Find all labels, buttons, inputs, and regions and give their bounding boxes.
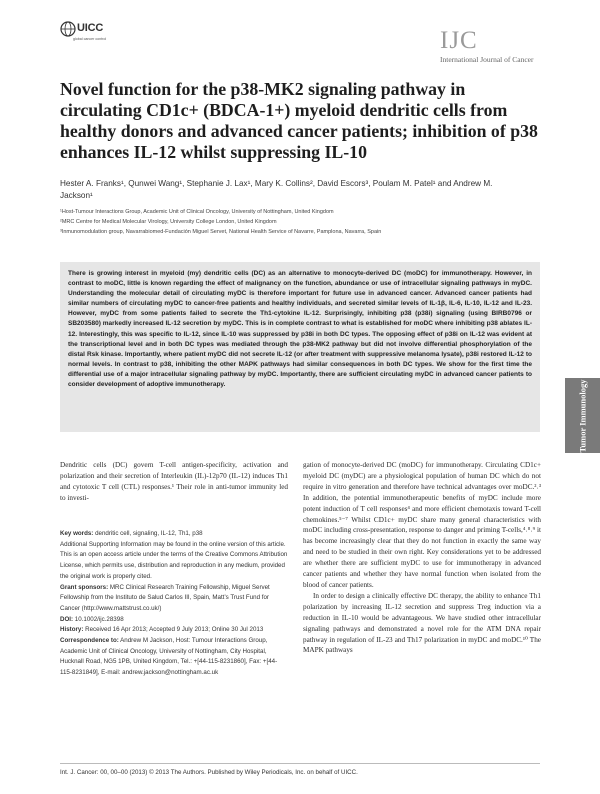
history xyxy=(60,625,288,636)
affiliations xyxy=(60,207,550,237)
keywords-label: Key words: xyxy=(60,530,94,537)
journal-name: International Journal of Cancer xyxy=(440,55,534,64)
keywords-value: dendritic cell, signaling, IL-12, Th1, p38 xyxy=(93,530,203,537)
grant-sponsors xyxy=(60,583,288,615)
correspondence xyxy=(60,636,288,679)
uicc-logo xyxy=(60,21,106,49)
abstract-box xyxy=(60,262,540,432)
section-tab-label-wrap xyxy=(565,378,600,453)
keywords xyxy=(60,529,288,540)
correspondence-value: Andrew M Jackson, Host: Tumour Interactions Group, Academic Unit of Clinical Oncology, University of Nottingham, City Hospital, Hucknall Road, NG5 1PB, United Kingdom, Tel.: +[44-115-8231860], Fax: +[44-115-8231849], E-mail: andrew.jackson@nottingham.ac.uk xyxy=(60,637,278,677)
body-column-left xyxy=(60,460,288,504)
doi-value: 10.1002/ijc.28398 xyxy=(73,615,124,623)
article-metadata xyxy=(60,529,288,679)
logo-text: UICC xyxy=(77,22,104,34)
journal-abbreviation: IJC xyxy=(440,27,478,54)
history-value: Received 16 Apr 2013; Accepted 9 July 2013; Online 30 Jul 2013 xyxy=(83,626,264,634)
doi xyxy=(60,615,288,626)
page-footer: Int. J. Cancer: 00, 00–00 (2013) © 2013 The Authors. Published by Wiley Periodicals, Inc. on behalf of UICC. xyxy=(60,769,358,776)
grant-label: Grant sponsors: xyxy=(60,583,109,591)
body-paragraph-1: gation of monocyte-derived DC (moDC) for immunotherapy. Circulating CD1c+ myeloid DC (myDC) are a physiological population of human DC which do not require in vitro generation and therefore have technical advantages over moDC.²˒³ In addition, the potential immunotherapeutic benefits of myDC include more potent induction of T cell responses⁴ and more efficient chemotaxis toward T-cell chemokines.⁵⁻⁷ Whilst CD1c+ myDC share many general characteristics with moDC including cross-presentation, response to danger and priming T-cells,⁴˒⁸˒⁹ it has become increasingly clear that they do not function in exactly the same way and need to be studied in their own right. Key considerations yet to be addressed are whether there are sufficient myDC to use for immunotherapy in advanced cancer patients and whether they have normal function when isolated from the blood of cancer patients. xyxy=(303,461,541,589)
license-statement: This is an open access article under the terms of the Creative Commons Attribution License, which permits use, distribution and reproduction in any medium, provided the original work is properly cited. xyxy=(60,551,288,580)
correspondence-label: Correspondence to: xyxy=(60,637,119,645)
section-tab-label: Tumor Immunology xyxy=(577,379,588,452)
intro-paragraph: Dendritic cells (DC) govern T-cell antigen-specificity, activation and polarization and their secretion of Interleukin (IL)-12p70 (IL-12) induces Th1 and cytotoxic T cell (CTL) responses.¹ Their role in anti-tumor immunity led to investi- xyxy=(60,461,288,502)
history-label: History: xyxy=(60,626,84,634)
supporting-info: Additional Supporting Information may be found in the online version of this article. xyxy=(60,540,286,548)
globe-icon xyxy=(60,21,76,37)
doi-label: DOI: xyxy=(60,615,74,623)
article-title: Novel function for the p38-MK2 signaling pathway in circulating CD1c+ (BDCA-1+) myeloid dendritic cells from healthy donors and advanced cancer patients; inhibition of p38 enhances IL-12 whilst suppressing IL-10 xyxy=(60,79,538,162)
abstract-text: There is growing interest in myeloid (my) dendritic cells (DC) as an alternative to monocyte-derived DC (moDC) for immunotherapy. However, in contrast to moDC, little is known regarding the effect of malignancy on the function, abundance or use of intracellular signaling pathways in myDC. Understanding the molecular detail of circulating myDC is therefore important for future use in advanced cancer. Advanced cancer patients had similar numbers of circulating myDC to cancer-free patients and healthy individuals, and secreted similar levels of IL-1β, IL-6, IL-10, IL-12 and IL-23. However, myDC from some patients failed to secrete the Th1-cytokine IL-12. Surprisingly, inhibiting p38 (p38i) signaling (using BIRB0796 or SB203580) markedly increased IL-12 secretion by myDC. This is in complete contrast to what is established for moDC where inhibiting p38 ablates IL-12. Interestingly, this was specific to IL-12, since IL-10 was suppressed by p38i in both DC types. The opposing effect of p38i on IL-12 was evident at the transcriptional level and in both DC types was mediated through the p38-MK2 pathway but did not involve differential phosphorylation of the distal Rsk kinase. Importantly, where patient myDC did not secrete IL-12 (or after treatment with suppressive melanoma lysate), p38i restored IL-12 to normal levels. In contrast to p38, inhibiting the other MAPK pathways had similar consequences in both DC types. We show for the first time the differential use of a major intracellular signaling pathway by myDC. Importantly, there are sufficient circulating myDC in advanced cancer patients to consider development of adoptive immunotherapy. xyxy=(68,270,532,389)
affiliation-3: ³Inmunomodulation group, Navarrabiomed-Fundación Miguel Servet, National Health Service of Navarre, Pamplona, Navarra, Spain xyxy=(60,229,382,235)
affiliation-2: ²MRC Centre for Medical Molecular Virology, University College London, United Kingdom xyxy=(60,219,277,225)
grant-value: MRC Clinical Research Training Fellowship, Miguel Servet Fellowship from the Instituto de Salud Carlos III, Spain, Matt’s Trust Fund for Cancer (http://www.mattstrust.co.uk/) xyxy=(60,583,270,612)
author-list: Hester A. Franks¹, Qunwei Wang¹, Stephanie J. Lax¹, Mary K. Collins², David Escors³, Poulam M. Patel¹ and Andrew M. Jackson¹ xyxy=(60,179,493,200)
body-paragraph-2: In order to design a clinically effective DC therapy, the ability to enhance Th1 polarization by increasing IL-12 secretion and suppress Treg induction via a reduction in IL-10 would be advantageous. We have studied other intracellular signaling pathways and demonstrated a novel role for the ATM DNA repair pathway in regulation of IL-23 and Th17 polarization in myDC and moDC.¹⁰ The MAPK pathways xyxy=(303,591,541,655)
body-column-right xyxy=(303,460,541,656)
footer-divider xyxy=(60,763,540,764)
affiliation-1: ¹Host-Tumour Interactions Group, Academic Unit of Clinical Oncology, University of Nottingham, United Kingdom xyxy=(60,209,334,215)
logo-tagline: global cancer control xyxy=(73,37,107,41)
